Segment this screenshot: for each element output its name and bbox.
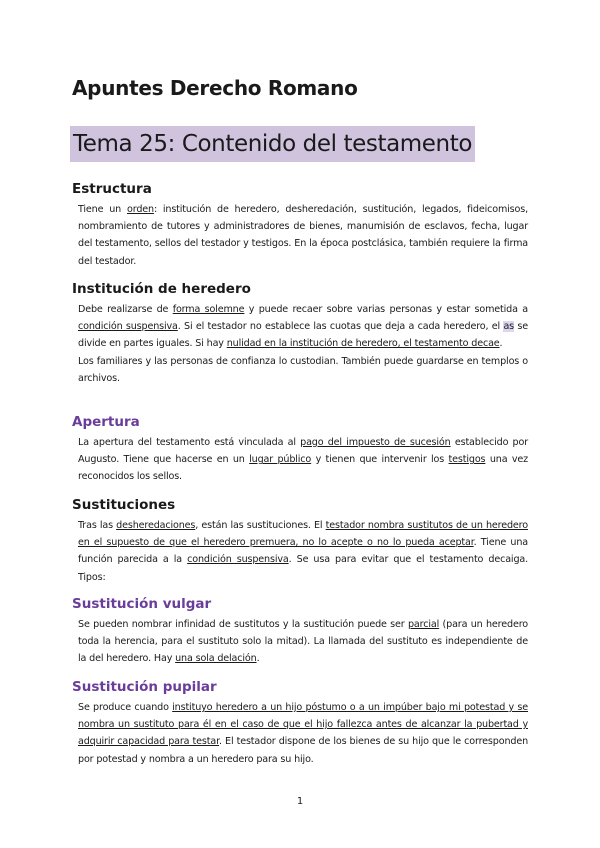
heading-institucion: Institución de heredero — [72, 281, 251, 297]
underlined-text: parcial — [407, 619, 440, 630]
underlined-text: condición suspensiva — [78, 321, 178, 333]
section-apertura — [72, 413, 528, 486]
section-estructura — [72, 180, 528, 270]
heading-sustituciones: Sustituciones — [72, 497, 176, 513]
paragraph-estructura: Tiene un orden: institución de heredero, desheredación, sustitución, legados, fideicomisos, nombramiento de tutores y administradores de bienes, manumisión de esclavos, fecha, lugar del testamento, sellos del testador y testigos. En la época postclásica, también requiere la firma del testador. — [78, 204, 529, 267]
topic-title: Tema 25: Contenido del testamento — [70, 126, 475, 162]
underlined-text: pago del impuesto de sucesión — [300, 437, 451, 448]
heading-vulgar: Sustitución vulgar — [72, 596, 212, 612]
underlined-text: testador nombra sustitutos de un heredero en el supuesto de que el heredero premuera, no lo acepte o no lo pueda aceptar — [78, 520, 528, 549]
heading-apertura: Apertura — [72, 414, 140, 430]
underlined-text: testigos — [448, 454, 486, 466]
document-title: Apuntes Derecho Romano — [72, 76, 358, 100]
section-vulgar — [72, 595, 528, 668]
underlined-text: nulidad en la institución de heredero, el testamento decae — [226, 338, 500, 350]
underlined-text: lugar público — [249, 454, 312, 466]
heading-pupilar: Sustitución pupilar — [72, 679, 217, 695]
paragraph-custodia: Los familiares y las personas de confianza lo custodian. También puede guardarse en templos o archivos. — [78, 355, 528, 384]
paragraph-sustituciones: Tras las desheredaciones, están las sustituciones. El testador nombra sustitutos de un heredero en el supuesto de que el heredero premuera, no lo acepte o no lo pueda aceptar. Tiene una función parecida a la condición suspensiva. Se usa para evitar que el testamento decaiga. Tipos: — [78, 520, 529, 583]
paragraph-vulgar: Se pueden nombrar infinidad de sustitutos y la sustitución puede ser parcial (para un heredero toda la herencia, para el sustituto solo la mitad). La llamada del sustituto es independiente de la del heredero. Hay una sola delación. — [78, 619, 529, 665]
underlined-text: condición suspensiva — [187, 554, 289, 566]
page-number: 1 — [296, 796, 304, 807]
underlined-text: orden — [126, 204, 154, 215]
paragraph-institucion: Debe realizarse de forma solemne y puede recaer sobre varias personas y estar sometida a condición suspensiva. Si el testador no establece las cuotas que deja a cada heredero, el as se divide en partes iguales. Si hay nulidad en la institución de heredero, el testamento decae. — [78, 304, 528, 350]
section-sustituciones — [72, 496, 528, 586]
underlined-text: una sola delación — [175, 653, 257, 665]
heading-estructura: Estructura — [72, 181, 152, 197]
highlighted-text: as — [503, 321, 515, 333]
underlined-text: instituyo heredero a un hijo póstumo o a un impúber bajo mi potestad y se nombra un sustituto para él en el caso de que el hijo fallezca antes de alcanzar la pubertad y adquirir capacidad para testar — [78, 702, 528, 748]
paragraph-pupilar: Se produce cuando instituyo heredero a un hijo póstumo o a un impúber bajo mi potestad y se nombra un sustituto para él en el caso de que el hijo fallezca antes de alcanzar la pubertad y adquirir capacidad para testar. El testador dispone de los bienes de su hijo que le corresponden por potestad y nombra a un heredero para su hijo. — [78, 702, 528, 765]
paragraph-apertura: La apertura del testamento está vinculada al pago del impuesto de sucesión establecido por Augusto. Tiene que hacerse en un lugar público y tienen que intervenir los testigos una vez reconocidos los sellos. — [78, 437, 529, 483]
underlined-text: desheredaciones — [116, 520, 196, 531]
underlined-text: forma solemne — [172, 304, 245, 315]
section-pupilar — [72, 678, 528, 768]
section-institucion — [72, 280, 528, 387]
